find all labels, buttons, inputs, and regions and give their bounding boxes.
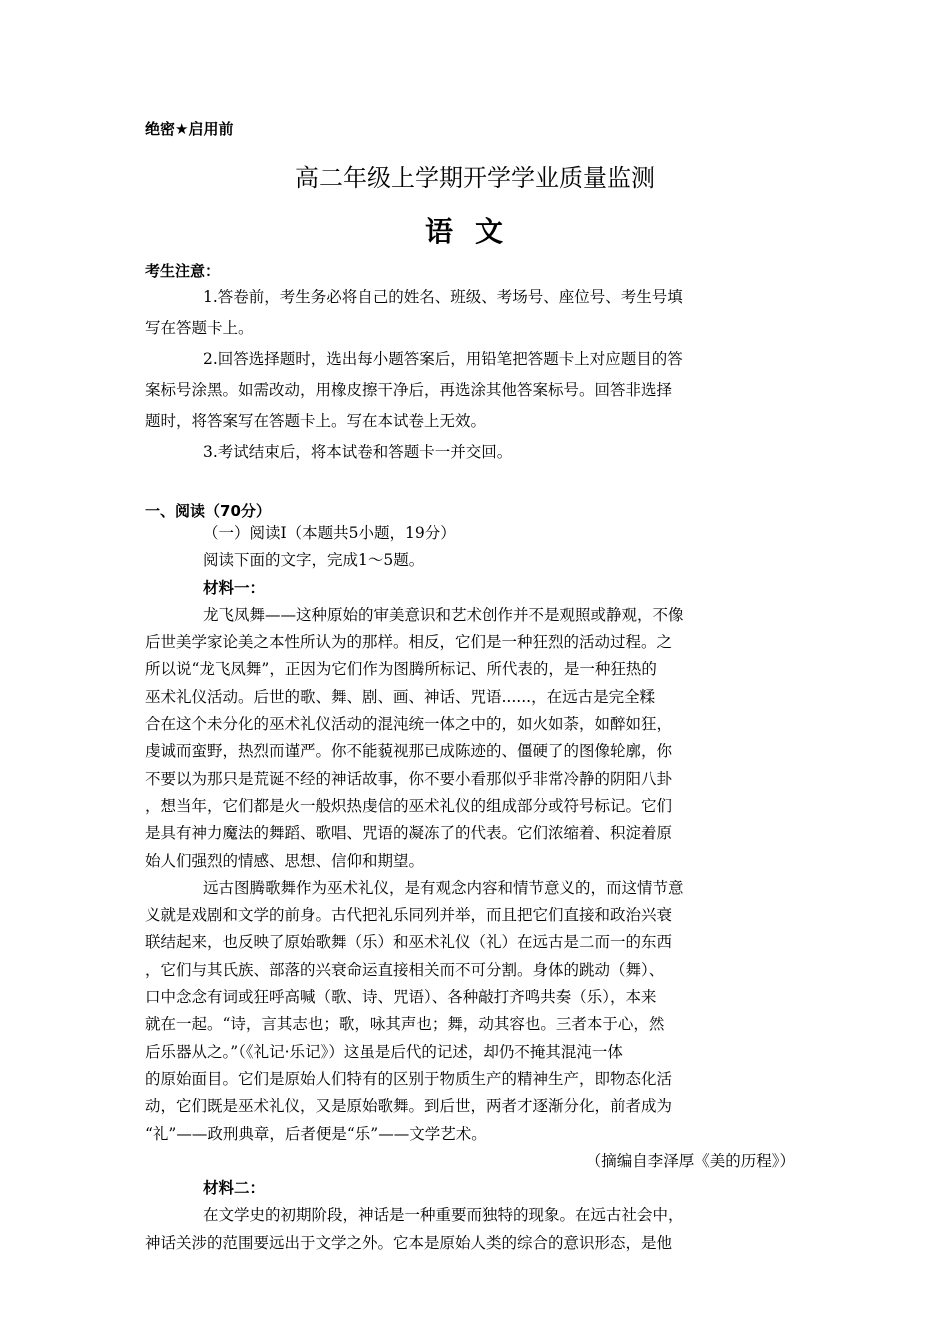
exam-title: 高二年级上学期开学学业质量监测	[295, 164, 655, 192]
text-line: 始人们强烈的情感、思想、信仰和期望。	[145, 851, 425, 870]
text-line: 巫术礼仪活动。后世的歌、舞、剧、画、神话、咒语......，在远古是完全糅	[145, 687, 656, 706]
text-line: 不要以为那只是荒诞不经的神话故事，你不要小看那似乎非常冷静的阴阳八卦	[145, 769, 673, 788]
text-line: 后乐器从之。”（《礼记·乐记》）这虽是后代的记述，却仍不掩其混沌一体	[145, 1042, 623, 1061]
notice-block	[145, 282, 805, 468]
text-line: 的原始面目。它们是原始人们特有的区别于物质生产的精神生产，即物态化活	[145, 1069, 673, 1088]
material1-label: 材料一：	[203, 578, 266, 597]
text-line: 就在一起。“诗，言其志也；歌，咏其声也；舞，动其容也。三者本于心，然	[145, 1015, 665, 1034]
notice-line: 案标号涂黑。如需改动，用橡皮擦干净后，再选涂其他答案标号。回答非选择	[145, 381, 673, 399]
notice-line: 2.回答选择题时，选出每小题答案后，用铅笔把答题卡上对应题目的答	[203, 350, 683, 368]
material1-source: （摘编自李泽厚《美的历程》）	[585, 1151, 795, 1170]
text-line: 虔诚而蛮野，热烈而谨严。你不能藐视那已成陈迹的、僵硬了的图像轮廓，你	[145, 742, 673, 761]
instruction: 阅读下面的文字，完成1～5题。	[203, 551, 425, 570]
text-line: ，想当年，它们都是火一般炽热虔信的巫术礼仪的组成部分或符号标记。它们	[145, 796, 673, 815]
text-line: “礼”——政刑典章，后者便是“乐”——文学艺术。	[145, 1124, 487, 1143]
text-line: 动，它们既是巫术礼仪，又是原始歌舞。到后世，两者才逐渐分化，前者成为	[145, 1097, 673, 1116]
notice-heading: 考生注意：	[145, 262, 221, 280]
notice-line: 题时，将答案写在答题卡上。写在本试卷上无效。	[145, 412, 487, 430]
text-line: 远古图腾歌舞作为巫术礼仪，是有观念内容和情节意义的，而这情节意	[203, 878, 684, 897]
section-heading: 一、阅读（70分）	[145, 502, 271, 520]
text-line: 义就是戏剧和文学的前身。古代把礼乐同列并举，而且把它们直接和政治兴衰	[145, 906, 673, 925]
notice-line: 3.考试结束后，将本试卷和答题卡一并交回。	[203, 443, 513, 461]
notice-line: 1.答卷前，考生务必将自己的姓名、班级、考场号、座位号、考生号填	[203, 288, 683, 306]
confidential-label: 绝密★启用前	[145, 120, 234, 138]
text-line: 所以说“龙飞凤舞”，正因为它们作为图腾所标记、所代表的，是一种狂热的	[145, 660, 657, 679]
text-line: 龙飞凤舞——这种原始的审美意识和艺术创作并不是观照或静观，不像	[203, 605, 684, 624]
sub-heading: （一）阅读Ⅰ（本题共5小题，19分）	[203, 524, 456, 542]
exam-subject: 语文	[424, 215, 525, 248]
text-line: 在文学史的初期阶段，神话是一种重要而独特的现象。在远古社会中，	[203, 1206, 684, 1225]
text-line: 口中念念有词或狂呼高喊（歌、诗、咒语）、各种敲打齐鸣共奏（乐），本来	[145, 988, 657, 1007]
notice-line: 写在答题卡上。	[145, 319, 254, 337]
reading-body	[145, 520, 795, 1257]
text-line: 是具有神力魔法的舞蹈、歌唱、咒语的凝冻了的代表。它们浓缩着、积淀着原	[145, 824, 673, 843]
material2-label: 材料二：	[203, 1179, 266, 1198]
text-line: 后世美学家论美之本性所认为的那样。相反，它们是一种狂烈的活动过程。之	[145, 633, 673, 652]
text-line: 神话关涉的范围要远出于文学之外。它本是原始人类的综合的意识形态，是他	[145, 1233, 673, 1252]
text-line: 合在这个未分化的巫术礼仪活动的混沌统一体之中的，如火如荼，如醉如狂，	[145, 715, 673, 734]
text-line: ，它们与其氏族、部落的兴衰命运直接相关而不可分割。身体的跳动（舞）、	[145, 960, 665, 979]
text-line: 联结起来，也反映了原始歌舞（乐）和巫术礼仪（礼）在远古是二而一的东西	[145, 933, 673, 952]
